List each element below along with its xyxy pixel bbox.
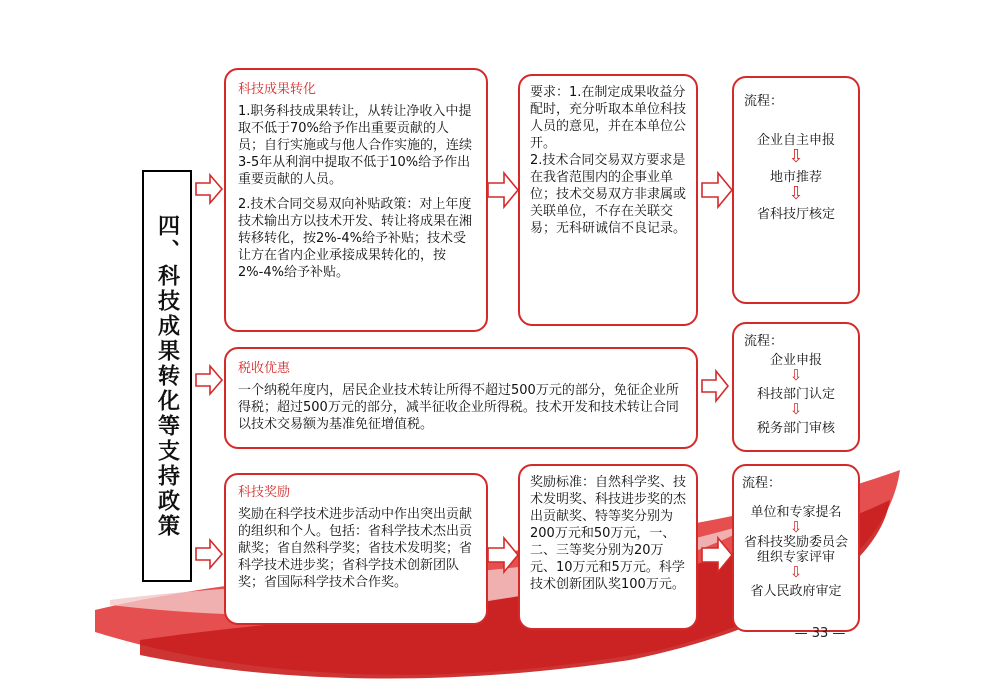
flow-box-2 bbox=[732, 322, 860, 452]
arrow-down-icon: ⇩ bbox=[788, 146, 804, 167]
flow-title: 流程： bbox=[744, 94, 784, 109]
tech-transfer-paragraph-2: 2.技术合同交易双向补贴政策：对上年度技术输出方以技术开发、转让将成果在湘转移转化，按2%-4%给予补贴；技术受让方在省内企业承接成果转化的，按2%-4%给予补贴。 bbox=[238, 197, 473, 280]
arrow-right-icon bbox=[702, 173, 732, 207]
tech-award-heading: 科技奖励 bbox=[238, 485, 291, 500]
arrow-down-icon: ⇩ bbox=[789, 400, 803, 418]
flow-step: 税务部门审核 bbox=[756, 421, 835, 436]
tax-incentive-heading: 税收优惠 bbox=[238, 361, 291, 376]
award-standard-text: 奖励标准：自然科学奖、技术发明奖、科技进步奖的杰出贡献奖、特等奖分别为200万元和50万元，一、二、三等奖分别为20万元、10万元和5万元。科学技术创新团队奖100万元。 bbox=[530, 475, 687, 592]
tech-transfer-box bbox=[224, 68, 488, 332]
award-standard-box bbox=[518, 464, 698, 630]
arrow-right-icon bbox=[702, 538, 732, 572]
tech-award-box bbox=[224, 473, 488, 625]
flow-step: 企业自主申报 bbox=[756, 133, 835, 148]
arrow-right-icon bbox=[196, 366, 222, 394]
flow-title: 流程： bbox=[742, 476, 782, 491]
flow-step: 科技部门认定 bbox=[756, 387, 835, 402]
flow-step: 省人民政府审定 bbox=[750, 584, 842, 599]
flow-step: 企业申报 bbox=[769, 353, 822, 368]
flow-box-3 bbox=[732, 464, 860, 632]
tech-transfer-paragraph-1: 1.职务科技成果转让，从转让净收入中提取不低于70%给予作出重要贡献的人员；自行实施或与他人合作实施的，连续3-5年从利润中提取不低于10%给予作出重要贡献的人员。 bbox=[238, 104, 473, 187]
tech-award-text: 奖励在科学技术进步活动中作出突出贡献的组织和个人。包括：省科学技术杰出贡献奖；省自然科学奖；省技术发明奖；省科学技术进步奖；省科学技术创新团队奖；省国际科学技术合作奖。 bbox=[238, 507, 473, 590]
requirements-box bbox=[518, 74, 698, 326]
page-number: — 33 — bbox=[794, 626, 846, 641]
tax-incentive-box bbox=[224, 347, 698, 449]
requirements-paragraph-1: 要求：1.在制定成果收益分配时，充分听取本单位科技人员的意见，并在本单位公开。 bbox=[530, 85, 687, 151]
arrow-right-icon bbox=[488, 538, 518, 572]
flow-step: 地市推荐 bbox=[769, 170, 822, 185]
requirements-paragraph-2: 2.技术合同交易双方要求是在我省范围内的企事业单位；技术交易双方非隶属或关联单位，不存在关联交易；无科研诚信不良记录。 bbox=[530, 153, 687, 236]
arrow-right-icon bbox=[196, 175, 222, 203]
arrow-down-icon: ⇩ bbox=[788, 183, 804, 204]
flow-step: 单位和专家提名 bbox=[750, 505, 842, 520]
arrow-down-icon: ⇩ bbox=[789, 366, 803, 384]
arrow-down-icon: ⇩ bbox=[789, 518, 803, 536]
tax-incentive-text: 一个纳税年度内，居民企业技术转让所得不超过500万元的部分，免征企业所得税；超过500万元的部分，减半征收企业所得税。技术开发和技术转让合同以技术交易额为基准免征增值税。 bbox=[238, 383, 679, 432]
tech-transfer-heading: 科技成果转化 bbox=[238, 82, 317, 97]
arrow-right-icon bbox=[196, 540, 222, 568]
flow-box-1 bbox=[732, 76, 860, 304]
flow-title: 流程： bbox=[744, 334, 784, 349]
flow-step: 省科技厅核定 bbox=[756, 207, 835, 222]
side-title-text: 四、科技成果转化等支持政策 bbox=[154, 213, 180, 539]
arrow-right-icon bbox=[488, 173, 518, 207]
arrow-down-icon: ⇩ bbox=[789, 563, 803, 581]
arrow-right-icon bbox=[702, 371, 728, 401]
flow-step: 省科技奖励委员会组织专家评审 bbox=[743, 535, 848, 565]
